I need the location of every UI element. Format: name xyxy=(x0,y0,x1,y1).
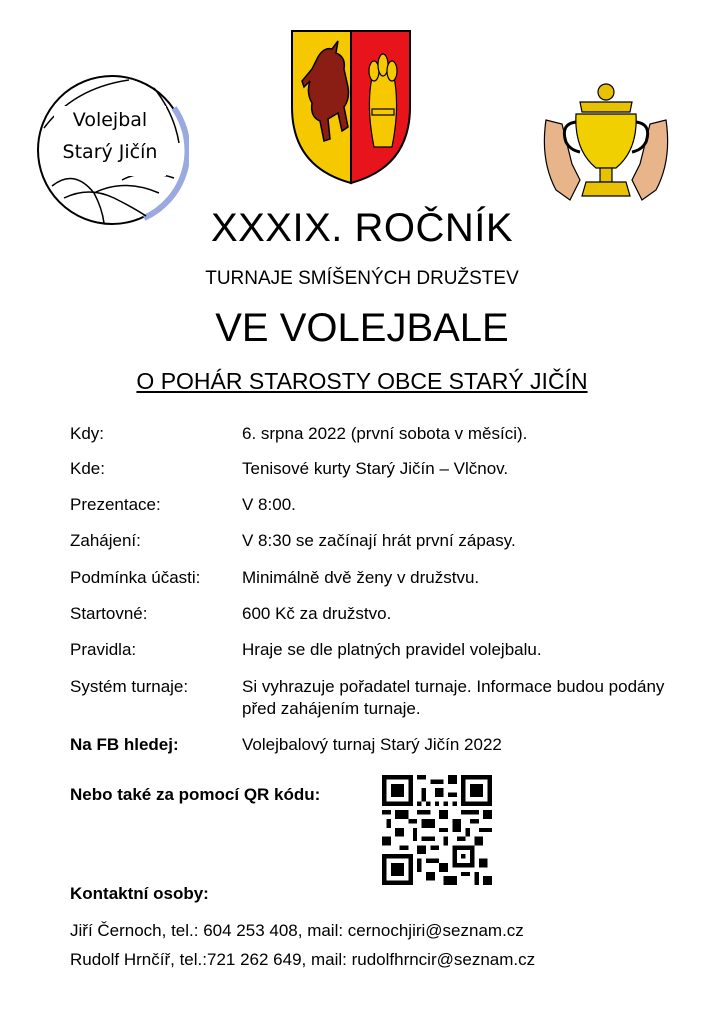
detail-label: Pravidla: xyxy=(70,640,137,659)
page-subtitle: TURNAJE SMÍŠENÝCH DRUŽSTEV xyxy=(205,268,519,289)
detail-label: Prezentace: xyxy=(70,495,161,514)
contact-person-1: Jiří Černoch, tel.: 604 253 408, mail: cernochjiri@seznam.cz xyxy=(70,921,524,940)
detail-label: Systém turnaje: xyxy=(70,677,189,696)
detail-label: Podmínka účasti: xyxy=(70,568,201,587)
detail-value: 6. srpna 2022 (první sobota v měsíci). xyxy=(242,424,528,443)
detail-value: V 8:30 se začínají hrát první zápasy. xyxy=(242,531,516,550)
page-title-cup: O POHÁR STAROSTY OBCE STARÝ JIČÍN xyxy=(136,368,588,394)
qr-code-icon[interactable] xyxy=(382,774,492,886)
detail-value: Si vyhrazuje pořadatel turnaje. Informace budou podány před zahájením turnaje. xyxy=(242,677,665,718)
page-title-secondary: VE VOLEJBALE xyxy=(215,306,509,350)
coat-of-arms-icon xyxy=(288,27,414,187)
contacts-heading: Kontaktní osoby: xyxy=(70,884,209,903)
qr-label: Nebo také za pomocí QR kódu: xyxy=(70,785,321,804)
detail-value: Minimálně dvě ženy v družstvu. xyxy=(242,568,480,587)
detail-label: Kde: xyxy=(70,459,105,478)
detail-value: 600 Kč za družstvo. xyxy=(242,604,392,623)
detail-value: Tenisové kurty Starý Jičín – Vlčnov. xyxy=(242,459,509,478)
page-title: XXXIX. ROČNÍK xyxy=(210,206,514,250)
detail-label: Zahájení: xyxy=(70,531,141,550)
logo-text-line1: Volejbal xyxy=(72,109,148,131)
detail-value: Volejbalový turnaj Starý Jičín 2022 xyxy=(242,735,502,754)
detail-value: V 8:00. xyxy=(242,495,296,514)
logo-text-line2: Starý Jičín xyxy=(62,141,158,163)
detail-label: Startovné: xyxy=(70,604,148,623)
contact-person-2: Rudolf Hrnčíř, tel.:721 262 649, mail: rudolfhrncir@seznam.cz xyxy=(70,950,536,969)
detail-label: Na FB hledej: xyxy=(70,735,179,754)
detail-value: Hraje se dle platných pravidel volejbalu. xyxy=(242,640,542,659)
trophy-icon xyxy=(540,80,672,210)
detail-label: Kdy: xyxy=(70,424,105,443)
